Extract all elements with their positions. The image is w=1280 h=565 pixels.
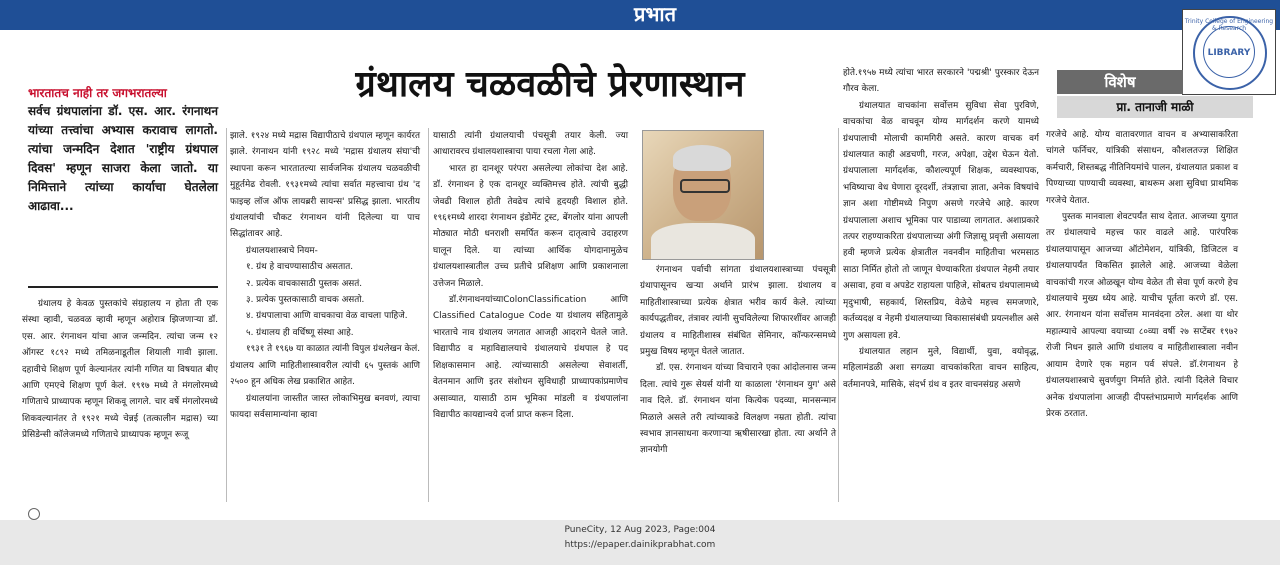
column-3 xyxy=(433,128,628,423)
stamp-arc-text: Trinity College of Engineering & Research xyxy=(1184,18,1274,32)
ranganathan-portrait xyxy=(642,130,764,260)
article-intro xyxy=(28,84,218,216)
column-4 xyxy=(640,262,836,459)
intro-rule xyxy=(28,286,218,288)
author-byline: प्रा. तानाजी माळी xyxy=(1057,96,1253,118)
list-item: ५. ग्रंथालय ही वर्धिष्णू संस्था आहे. xyxy=(246,327,354,338)
column-2 xyxy=(230,128,420,423)
intro-kicker: भारतातच नाही तर जगभरातल्या xyxy=(28,86,167,100)
article-headline: ग्रंथालय चळवळीचे प्रेरणास्थान xyxy=(355,64,745,105)
paragraph: ग्रंथालयात वाचकांना सर्वोत्तम सुविधा सेवा पुरविणे, वाचकांचा वेळ वाचवून योग्य मार्गदर्शन करणे यामध्ये ग्रंथपालाची मोलाची कामगिरी असते. कारण वाचक वर्ग ग्रंथालयात काही अडचणी, गरज, अपेक्षा, उद्देश घेऊन येतो. ग्रंथपालाला मार्गदर्शक, कौशल्यपूर्ण शिक्षक, व्यवस्थापक, भविष्याचा वेध घेणारा दूरदर्शी, तंत्रज्ञाचा ज्ञाता, अनेक विषयांचे ज्ञान अशा गोष्टीमध्ये निपुण असणे गरजेचे आहे. कारण ग्रंथपालाला अशाच भूमिका पार पाडाव्या लागतात. अशाप्रकारे तत्पर राहण्याकरिता ग्रंथपालाच्या अंगी जिज्ञासू प्रवृत्ती असायला हवी म्हणजे प्रत्येक क्षेत्रातील नवनवीन माहितीचा भरमसाठ साठा निर्मित होतो तो जाणून घेण्याकरिता ग्रंथपाल नेहमी तयार असावा, हवा व अपडेट राहायला पाहिजे, सोबतच ग्रंथपालामध्ये मृदुभाषी, सहकार्य, शिस्तप्रिय, वेळेचे महत्त्व समजणारे, कर्तव्यदक्ष व नेहमी ग्रंथालयाच्या विकासासंबंधी प्रयत्नशील असे गुण असायला हवे. xyxy=(843,100,1039,341)
paragraph: ग्रंथालयात लहान मुले, विद्यार्थी, युवा, वयोवृद्ध, महिलामंडळी अशा सगळ्या वाचकांकरिता वाचन साहित्य, वर्तमानपत्रे, मासिके, संदर्भ ग्रंथ व इतर वाचनसंग्रह असणे xyxy=(843,346,1039,390)
column-divider xyxy=(838,128,839,502)
list-item: ४. ग्रंथपालाचा आणि वाचकाचा वेळ वाचला पाहिजे. xyxy=(246,311,408,322)
paragraph: डॉ. एस. रंगनाथन यांच्या विचाराने एका आंदोलनास जन्म दिला. त्यांचे गुरू सेयर्स यांनी या काळाला 'रंगनाथन युग' असे नाव दिले. डॉ. रंगनाथन यांना कित्येक पदव्या, मानसन्मान मिळाले असले तरी त्यांच्याकडे विलक्षण नम्रता होती. त्यांचा स्वभाव ज्ञानसाधना करणाऱ्या ऋषीसारखा होता. त्या अर्थाने ते ज्ञानयोगी xyxy=(640,363,836,456)
paragraph: ग्रंथालय हे केवळ पुस्तकांचे संग्रहालय न होता ती एक संस्था व्हावी, चळवळ व्हावी म्हणून अहोरात्र झिजणाऱ्या डॉ. एस. आर. रंगनाथन यांचा आज जन्मदिन. त्यांचा जन्म १२ ऑगस्ट १८९२ मध्ये तमिळनाडूतील शियाली गावी झाला. दहावीचे शिक्षण पूर्ण केल्यानंतर त्यांनी गणित या विषयात बीए आणि एमएचे शिक्षण पूर्ण केलं. १९१७ मध्ये ते मंगलोरमध्ये गणिताचे प्राध्यापक म्हणून शिकवू लागले. चार वर्षे मंगलोरमध्ये शिकवल्यानंतर ते १९२१ मध्ये चेन्नई (तत्कालीन मद्रास) च्या प्रेसिडेन्सी कॉलेजमध्ये गणिताचे प्राध्यापक म्हणून रूजू xyxy=(22,299,218,441)
column-divider xyxy=(226,128,227,502)
list-item: २. प्रत्येक वाचकासाठी पुस्तक असतं. xyxy=(246,278,363,289)
edition-info: PuneCity, 12 Aug 2023, Page:004 xyxy=(564,525,716,535)
stamp-label: LIBRARY xyxy=(1207,48,1251,58)
paragraph: १९३१ ते १९६७ या काळात त्यांनी विपुल ग्रंथलेखन केलं. ग्रंथालय आणि माहितीशास्त्रावरील त्यांची ६५ पुस्तकं आणि २५०० हून अधिक लेख प्रकाशित आहेत. xyxy=(230,344,420,388)
list-item: ३. प्रत्येक पुस्तकासाठी वाचक असतो. xyxy=(246,295,365,306)
column-divider xyxy=(428,128,429,502)
column-5 xyxy=(843,65,1039,393)
library-stamp-logo xyxy=(1182,9,1276,95)
column-6 xyxy=(1046,127,1238,422)
list-item: १. ग्रंथ हे वाचण्यासाठीच असतात. xyxy=(246,262,354,273)
paragraph: भारत हा दानशूर परंपरा असलेल्या लोकांचा देश आहे. डॉ. रंगनाथन हे एक दानशूर व्यक्तिमत्त्व होते. त्यांची बुद्धी जेवढी विशाल होती तेवढेच त्यांचे हृदयही विशाल होते. १९६१मध्ये शारदा रंगनाथन इंडोमेंट ट्रस्ट, बेंगलोर यांना आपली मोठ्यात मोठी धनराशी समर्पित करून दातृत्वाचे उदाहरण घालून दिले. या त्यांच्या आर्थिक योगदानामुळेच ग्रंथालयशास्त्रातील उच्च प्रतीचे प्रशिक्षण आणि प्रकाशनाला उत्तेजन मिळाले. xyxy=(433,163,628,289)
zoom-icon[interactable] xyxy=(28,508,40,520)
epaper-link[interactable]: https://epaper.dainikprabhat.com xyxy=(564,540,716,550)
paragraph: यासाठी त्यांनी ग्रंथालयाची पंचसूत्री तयार केली. ज्या आधारावरच ग्रंथालयशास्त्राचा पाया रचला गेला आहे. xyxy=(433,131,628,158)
special-section-tab: विशेष xyxy=(1057,70,1183,94)
paragraph: झाले. १९२४ मध्ये मद्रास विद्यापीठाचे ग्रंथपाल म्हणून कार्यरत झाले. रंगनाथन यांनी १९२८ मध्ये 'मद्रास ग्रंथालय संघा'ची स्थापना करून भारतातल्या सार्वजनिक ग्रंथालय चळवळीची मुहूर्तमेढ रोवली. १९३१मध्ये त्यांचा सर्वात महत्त्वाचा ग्रंथ 'द फाइव्ह लॉज ऑफ लायब्ररी सायन्स' प्रसिद्ध झाला. भारतीय ग्रंथालयांची चौकट रंगनाथन यांनी दिलेल्या या पाच सिद्धांतावर आहे. xyxy=(230,131,420,240)
paragraph: ग्रंथालयांना जास्तीत जास्त लोकाभिमुख बनवणं, त्याचा फायदा सर्वसामान्यांना व्हावा xyxy=(230,393,420,420)
paragraph: गरजेचे आहे. योग्य वातावरणात वाचन व अभ्यासाकरिता चांगले फर्निचर, यांत्रिकी संसाधन, कौशलतज्ज्ञ शिक्षित कर्मचारी, शिस्तबद्ध नीतिनियमांचे पालन, ग्रंथालयात प्रकाश व पिण्याच्या पाण्याची व्यवस्था, बाथरूम अशा सुविधा प्राथमिक गरजेचे येतात. xyxy=(1046,130,1238,206)
paragraph: होते.१९५७ मध्ये त्यांचा भारत सरकारने 'पद्मश्री' पुरस्कार देऊन गौरव केला. xyxy=(843,68,1039,95)
paragraph: पुस्तक मानवाला शेवटपर्यंत साथ देतात. आजच्या युगात तर ग्रंथालयाचे महत्त्व फार वाढले आहे. पारंपरिक ग्रंथालयापासून आजच्या ऑटोमेशन, यांत्रिकी, डिजिटल व ग्रंथालयापर्यंत विकसित झालेले आहे. आजच्या वेळेला वाचकांची गरज ओळखून योग्य वेळेत ती सेवा पूर्ण करणे हेच ग्रंथालयाचे मुख्य ध्येय आहे. याचीच पूर्तता करणे डॉ. एस. आर. रंगनाथन यांना सर्वोत्तम मानवंदना ठरेल. अशा या थोर महात्म्याचे आपल्या वयाच्या ८०व्या वर्षी २७ सप्टेंबर १९७२ रोजी निधन झाले आणि ग्रंथालय व माहितीशास्त्राला नवीन आयाम देणारे एक महान पर्व संपले. डॉ.रंगनाथन हे ग्रंथालयशास्त्राचे सुवर्णयुग निर्माते होते. त्यांनी दिलेले विचार अनेक ग्रंथपालांना आजही दीपस्तंभाप्रमाणे मार्गदर्शक आणि प्रेरक ठरतात. xyxy=(1046,212,1238,419)
column-1 xyxy=(22,296,218,444)
paragraph: रंगनाथन पर्वाची सांगता ग्रंथालयशास्त्राच्या पंचसूत्री ग्रंथापासूनच खऱ्या अर्थाने प्रारंभ झाला. ग्रंथालय व माहितीशास्त्राच्या प्रत्येक क्षेत्रात भरीव कार्य केले. त्यांच्या कार्यपद्धतीवर, तंत्रावर त्यांनी सुचविलेल्या शिफारशींवर आजही ग्रंथालय व माहितीशास्त्र संबंधित सेमिनार, कॉन्फरन्समध्ये प्रमुख विषय म्हणून घेतले जातात. xyxy=(640,265,836,358)
paragraph: डॉ.रंगनाथनयांच्याColonClassification आणि Classified Catalogue Code या ग्रंथालय संहितामुळे भारताचे नाव ग्रंथालय जगतात आजही आदराने घेतले जाते. विद्यापीठ व महाविद्यालयाचे ग्रंथालयाचे ग्रंथपाल हे पद शिक्षकासमान आहे. त्यांच्यासाठी असलेल्या सेवाशर्ती, वेतनमान आणि इतर संशोधन सुविधाही प्राध्यापकांप्रमाणेच असाव्यात, यासाठी ठाम भूमिका मांडली व ग्रंथपालांना विद्यापीठ कायद्यान्वये दर्जा प्राप्त करून दिला. xyxy=(433,295,628,420)
newspaper-masthead: प्रभात xyxy=(633,2,677,26)
paragraph: ग्रंथालयशास्त्राचे नियम- xyxy=(246,245,318,256)
intro-body: सर्वच ग्रंथपालांना डॉ. एस. आर. रंगनाथन यांच्या तत्त्वांचा अभ्यास करावाच लागतो. त्यांचा जन्मदिन देशात 'राष्ट्रीय ग्रंथपाल दिवस' म्हणून साजरा केला जातो. या निमित्ताने त्यांच्या कार्याचा घेतलेला आढावा... xyxy=(28,104,218,213)
